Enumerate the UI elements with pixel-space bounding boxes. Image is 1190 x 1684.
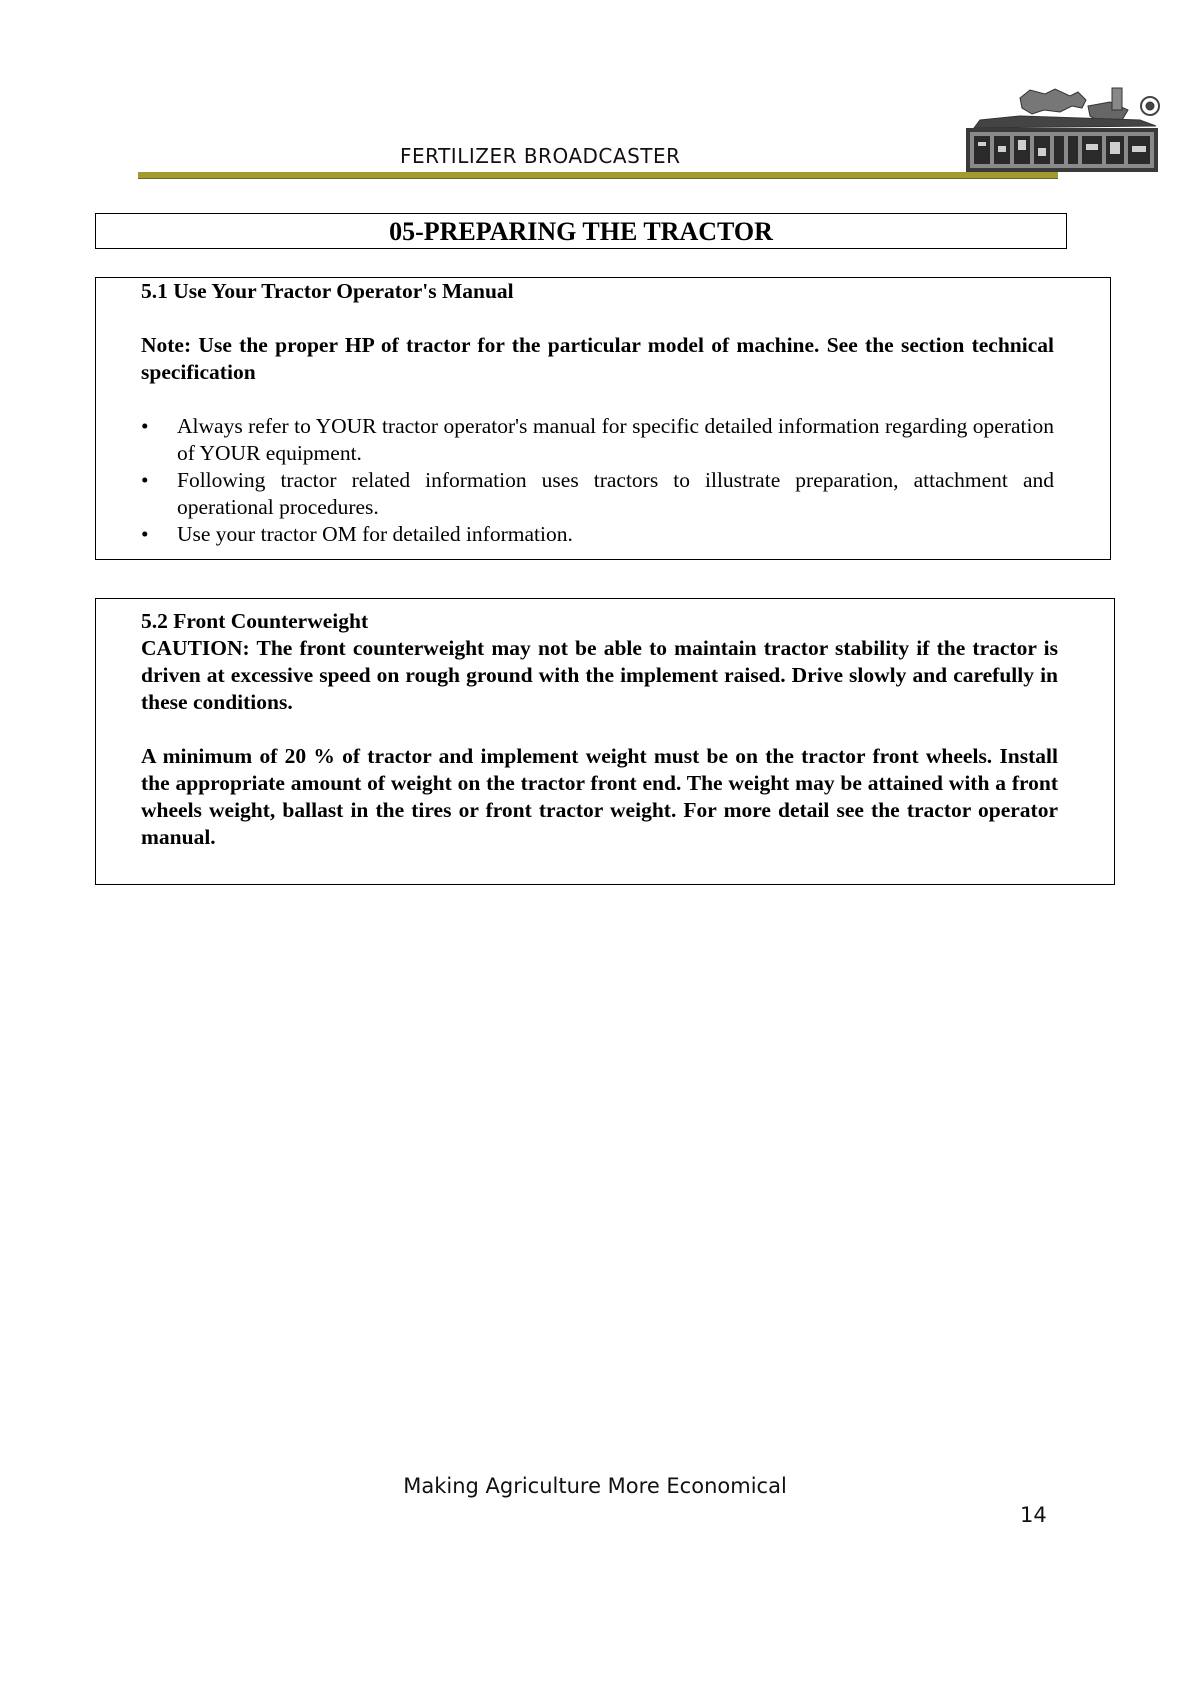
section1-bullet-list (141, 413, 1054, 548)
footer-slogan: Making Agriculture More Economical (403, 1474, 787, 1498)
list-item: • Always refer to YOUR tractor operator's manual for specific detailed information regarding operation of YOUR equipment. (141, 414, 1054, 465)
section1-note: Note: Use the proper HP of tractor for the particular model of machine. See the section technical specification (141, 333, 1054, 384)
list-item: • Following tractor related information uses tractors to illustrate preparation, attachment and operational procedures. (141, 468, 1054, 519)
header-divider-rule (138, 172, 1058, 179)
bullet-icon: • (141, 414, 149, 438)
chapter-title: 05-PREPARING THE TRACTOR (95, 213, 1067, 249)
bullet-icon: • (141, 522, 149, 546)
document-header-title: FERTILIZER BROADCASTER (400, 144, 681, 168)
section-tractor-manual-box (95, 277, 1111, 560)
page-number: 14 (1020, 1503, 1047, 1527)
shaktiman-logo-icon (960, 86, 1162, 176)
section2-instruction: A minimum of 20 % of tractor and implement weight must be on the tractor front wheels. Install the appropriate amount of weight on the tractor front end. The weight may be attained with a front wheels weight, ballast in the tires or front tractor weight. For more detail see the tractor operator manual. (141, 744, 1058, 849)
section1-heading: 5.1 Use Your Tractor Operator's Manual (141, 279, 514, 303)
section2-caution: CAUTION: The front counterweight may not be able to maintain tractor stability if the tractor is driven at excessive speed on rough ground with the implement raised. Drive slowly and carefully in these conditions. (141, 636, 1058, 714)
section2-heading: 5.2 Front Counterweight (141, 609, 369, 633)
section-front-counterweight-box (95, 598, 1115, 885)
list-item: • Use your tractor OM for detailed information. (141, 522, 573, 546)
bullet-icon: • (141, 468, 149, 492)
